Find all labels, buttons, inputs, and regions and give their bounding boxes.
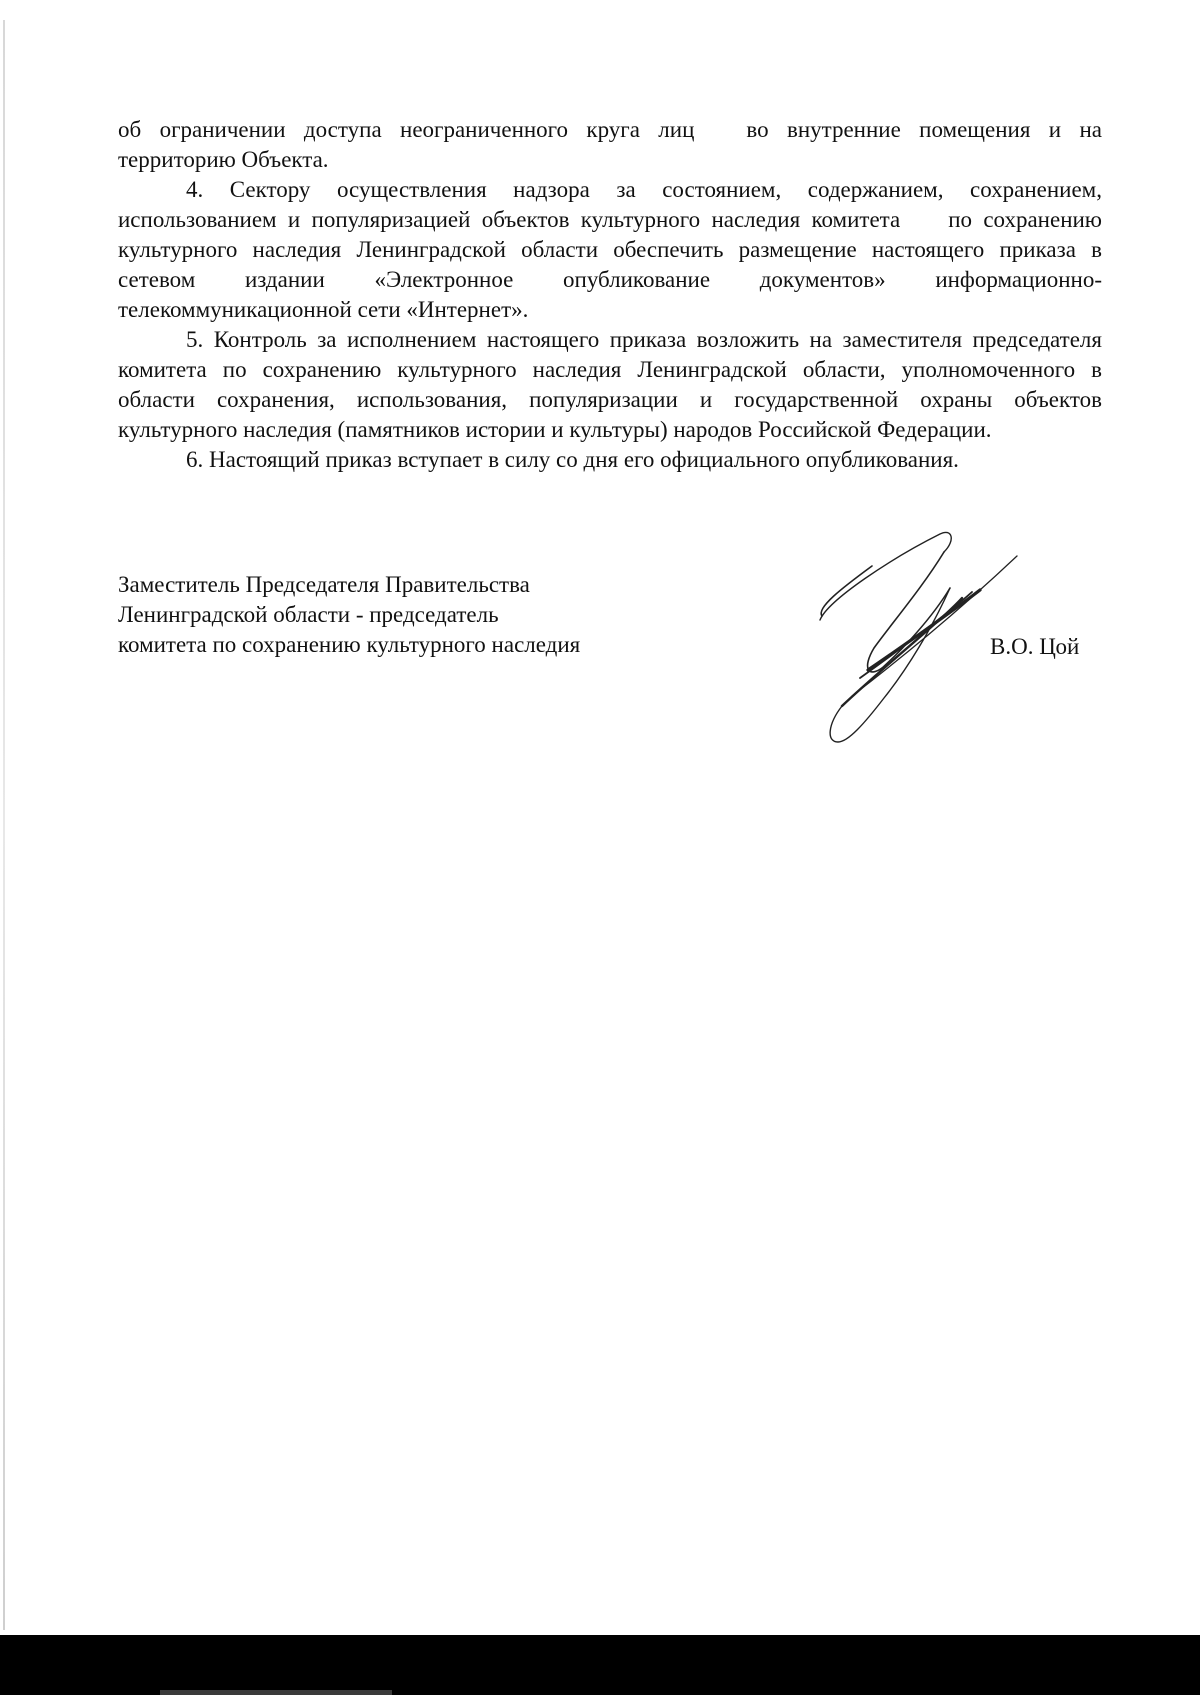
paragraph-4: [118, 175, 1102, 325]
paragraph-4-part-a: 4. Сектору осуществления надзора за состоянием, содержанием, сохранением, использованием и популяризацией объектов культурного наследия комитета: [118, 177, 1102, 232]
document-body: [118, 115, 1102, 475]
paragraph-access-restriction: [118, 115, 1102, 175]
signatory-position-line-2: Ленинградской области - председатель: [118, 602, 499, 627]
signatory-name: В.О. Цой: [990, 634, 1080, 659]
paragraph-5: 5. Контроль за исполнением настоящего приказа возложить на заместителя председателя комитета по сохранению культурного наследия Ленинградской области, уполномоченного в области сохранения, использования, популяризации и государственной охраны объектов культурного наследия (памятников истории и культуры) народов Российской Федерации.: [118, 327, 1102, 442]
paragraph-6: 6. Настоящий приказ вступает в силу со дня его официального опубликования.: [186, 447, 959, 472]
paragraph-access-restriction-part-a: об ограничении доступа неограниченного круга лиц: [118, 117, 695, 142]
scan-bottom-bar: [0, 1635, 1200, 1695]
paragraph-access-restriction-part-b: во внутренние помещения и на территорию Объекта.: [118, 117, 1102, 172]
scan-bottom-bar-shade: [160, 1690, 392, 1695]
signatory-position-line-1: Заместитель Председателя Правительства: [118, 572, 530, 597]
scan-left-edge: [3, 20, 5, 1630]
signatory-position-line-3: комитета по сохранению культурного наследия: [118, 632, 581, 657]
paragraph-4-part-b: по сохранению культурного наследия Ленинградской области обеспечить размещение настоящего приказа в сетевом издании «Электронное опубликование документов» информационно-телекоммуникационной сети «Интернет».: [118, 207, 1102, 322]
